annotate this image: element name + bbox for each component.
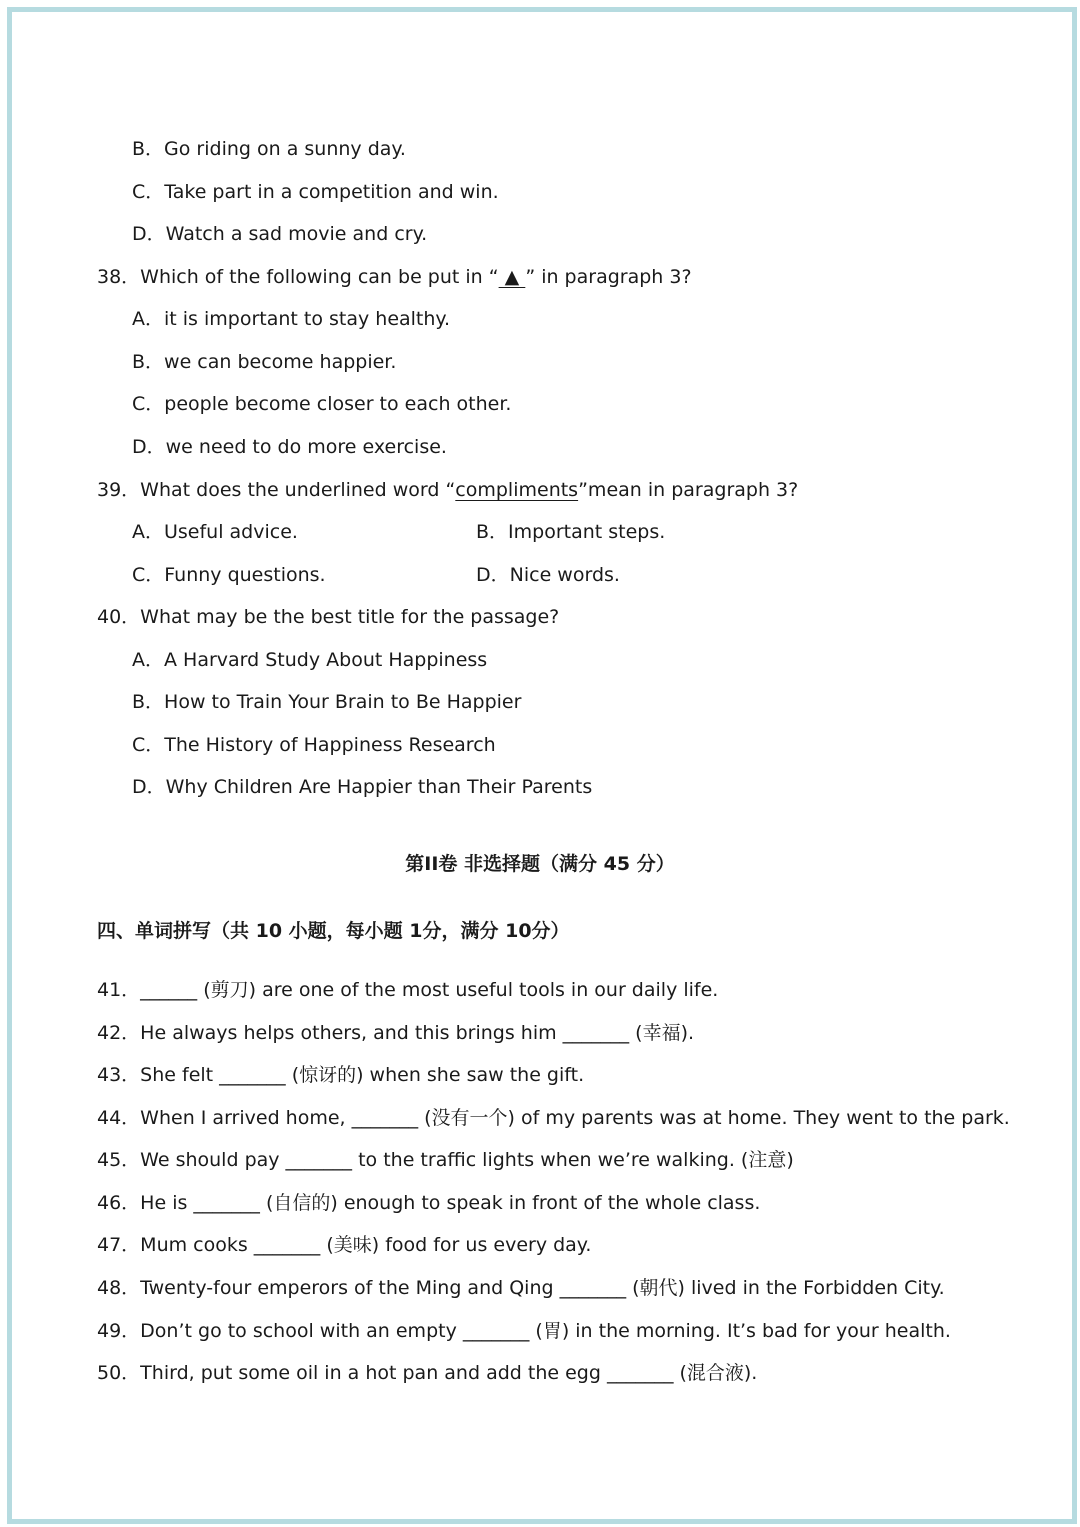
q38-stem-pre: 38．Which of the following can be put in “ [97,266,499,288]
section4-title: 四、单词拼写（共 10 小题，每小题 1分，满分 10分） [97,920,570,942]
q37-option-b: B．Go riding on a sunny day. [132,138,406,160]
q38-option-d: D．we need to do more exercise. [132,436,447,458]
q40-option-d: D．Why Children Are Happier than Their Parents [132,776,593,798]
q40-stem: 40．What may be the best title for the passage? [97,606,560,628]
q37-option-d: D．Watch a sad movie and cry. [132,223,428,245]
q38-blank: ▲ [498,266,526,288]
q38-option-a: A．it is important to stay healthy. [132,308,450,330]
q38-stem [97,265,692,289]
q39-stem-pre: 39．What does the underlined word “ [97,479,456,501]
spelling-q42: 42．He always helps others, and this brings him _______ (幸福). [97,1022,695,1044]
spelling-q44: 44．When I arrived home, _______ (没有一个) of my parents was at home. They went to the park. [97,1107,1010,1129]
q38-stem-post: ” in paragraph 3? [525,266,692,288]
spelling-q50: 50．Third, put some oil in a hot pan and add the egg _______ (混合液). [97,1362,758,1384]
q39-stem [97,478,798,502]
part2-title: 第II卷 非选择题（满分 45 分） [405,853,675,875]
spelling-q43: 43．She felt _______ (惊讶的) when she saw the gift. [97,1064,585,1086]
q39-option-b: B．Important steps. [476,521,666,543]
q40-option-b: B．How to Train Your Brain to Be Happier [132,691,522,713]
q39-underlined-word: compliments [455,479,579,501]
spelling-q46: 46．He is _______ (自信的) enough to speak in front of the whole class. [97,1192,761,1214]
q37-option-c: C．Take part in a competition and win. [132,181,499,203]
spelling-q49: 49．Don’t go to school with an empty _______ (胃) in the morning. It’s bad for your health. [97,1320,951,1342]
q39-option-c: C．Funny questions. [132,564,326,586]
q39-option-d: D．Nice words. [476,564,620,586]
spelling-q45: 45．We should pay _______ to the traffic lights when we’re walking. (注意) [97,1149,794,1171]
q38-option-c: C．people become closer to each other. [132,393,512,415]
q39-option-a: A．Useful advice. [132,521,298,543]
q38-option-b: B．we can become happier. [132,351,397,373]
spelling-q47: 47．Mum cooks _______ (美味) food for us every day. [97,1234,592,1256]
q40-option-a: A．A Harvard Study About Happiness [132,649,488,671]
spelling-q41: 41．______ (剪刀) are one of the most useful tools in our daily life. [97,979,719,1001]
q40-option-c: C．The History of Happiness Research [132,734,496,756]
spelling-q48: 48．Twenty-four emperors of the Ming and Qing _______ (朝代) lived in the Forbidden City. [97,1277,945,1299]
q39-stem-post: ”mean in paragraph 3? [578,479,799,501]
